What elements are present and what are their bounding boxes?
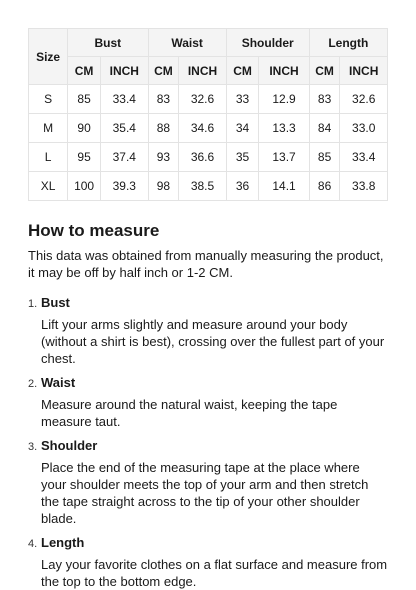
step-description: Place the end of the measuring tape at the place where your shoulder meets the top of your arm and then stretch the tape straight across to the tip of your other shoulder blade. bbox=[41, 460, 369, 526]
step-heading bbox=[28, 438, 388, 453]
table-cell: 34.6 bbox=[179, 114, 226, 143]
table-cell: 33.4 bbox=[101, 85, 148, 114]
unit-header: CM bbox=[309, 57, 340, 85]
step-title: Length bbox=[41, 535, 85, 550]
list-item bbox=[28, 295, 388, 367]
table-cell: 95 bbox=[68, 143, 101, 172]
unit-header: INCH bbox=[179, 57, 226, 85]
step-heading bbox=[28, 535, 388, 550]
table-cell: 38.5 bbox=[179, 172, 226, 201]
list-item bbox=[28, 535, 388, 590]
table-cell: 85 bbox=[309, 143, 340, 172]
table-cell: 32.6 bbox=[179, 85, 226, 114]
table-cell: 35 bbox=[226, 143, 259, 172]
table-cell: 90 bbox=[68, 114, 101, 143]
size-cell: S bbox=[29, 85, 68, 114]
table-row bbox=[29, 85, 388, 114]
guide-title: How to measure bbox=[28, 221, 160, 240]
table-cell: 13.7 bbox=[259, 143, 309, 172]
table-cell: 36.6 bbox=[179, 143, 226, 172]
step-description: Measure around the natural waist, keeping the tape measure taut. bbox=[41, 397, 338, 429]
table-cell: 83 bbox=[148, 85, 179, 114]
table-cell: 34 bbox=[226, 114, 259, 143]
measure-steps-list bbox=[28, 295, 388, 590]
group-header-bust: Bust bbox=[68, 29, 148, 57]
table-row bbox=[29, 172, 388, 201]
step-number: 1. bbox=[28, 298, 38, 310]
step-description: Lay your favorite clothes on a flat surface and measure from the top to the bottom edge. bbox=[41, 557, 388, 589]
step-number: 2. bbox=[28, 378, 38, 390]
unit-header: CM bbox=[226, 57, 259, 85]
step-description: Lift your arms slightly and measure around your body (without a shirt is best), crossing over the fullest part of your chest. bbox=[41, 317, 385, 366]
step-number: 3. bbox=[28, 441, 38, 453]
table-cell: 32.6 bbox=[340, 85, 388, 114]
table-cell: 98 bbox=[148, 172, 179, 201]
group-header-waist: Waist bbox=[148, 29, 226, 57]
unit-header: CM bbox=[68, 57, 101, 85]
group-header-length: Length bbox=[309, 29, 387, 57]
size-cell: L bbox=[29, 143, 68, 172]
size-cell: XL bbox=[29, 172, 68, 201]
group-header-shoulder: Shoulder bbox=[226, 29, 309, 57]
group-header-row bbox=[29, 29, 388, 57]
table-cell: 93 bbox=[148, 143, 179, 172]
table-cell: 33.4 bbox=[340, 143, 388, 172]
guide-intro: This data was obtained from manually measuring the product, it may be off by half inch or 1-2 CM. bbox=[28, 248, 384, 280]
size-column-header: Size bbox=[29, 29, 68, 85]
size-chart-table bbox=[28, 28, 388, 201]
table-cell: 36 bbox=[226, 172, 259, 201]
step-heading bbox=[28, 295, 388, 310]
table-cell: 37.4 bbox=[101, 143, 148, 172]
table-cell: 83 bbox=[309, 85, 340, 114]
table-cell: 86 bbox=[309, 172, 340, 201]
unit-header: CM bbox=[148, 57, 179, 85]
unit-header: INCH bbox=[340, 57, 388, 85]
step-number: 4. bbox=[28, 538, 38, 550]
unit-header-row bbox=[29, 57, 388, 85]
table-cell: 33.8 bbox=[340, 172, 388, 201]
list-item bbox=[28, 438, 388, 527]
step-title: Shoulder bbox=[41, 438, 98, 453]
list-item bbox=[28, 375, 388, 430]
table-cell: 13.3 bbox=[259, 114, 309, 143]
unit-header: INCH bbox=[101, 57, 148, 85]
table-cell: 12.9 bbox=[259, 85, 309, 114]
table-cell: 33 bbox=[226, 85, 259, 114]
size-cell: M bbox=[29, 114, 68, 143]
step-heading bbox=[28, 375, 388, 390]
table-row bbox=[29, 114, 388, 143]
unit-header: INCH bbox=[259, 57, 309, 85]
table-cell: 88 bbox=[148, 114, 179, 143]
table-cell: 35.4 bbox=[101, 114, 148, 143]
table-row bbox=[29, 143, 388, 172]
table-cell: 84 bbox=[309, 114, 340, 143]
table-cell: 33.0 bbox=[340, 114, 388, 143]
table-cell: 85 bbox=[68, 85, 101, 114]
table-cell: 100 bbox=[68, 172, 101, 201]
step-title: Waist bbox=[41, 375, 76, 390]
table-cell: 39.3 bbox=[101, 172, 148, 201]
step-title: Bust bbox=[41, 295, 70, 310]
table-cell: 14.1 bbox=[259, 172, 309, 201]
